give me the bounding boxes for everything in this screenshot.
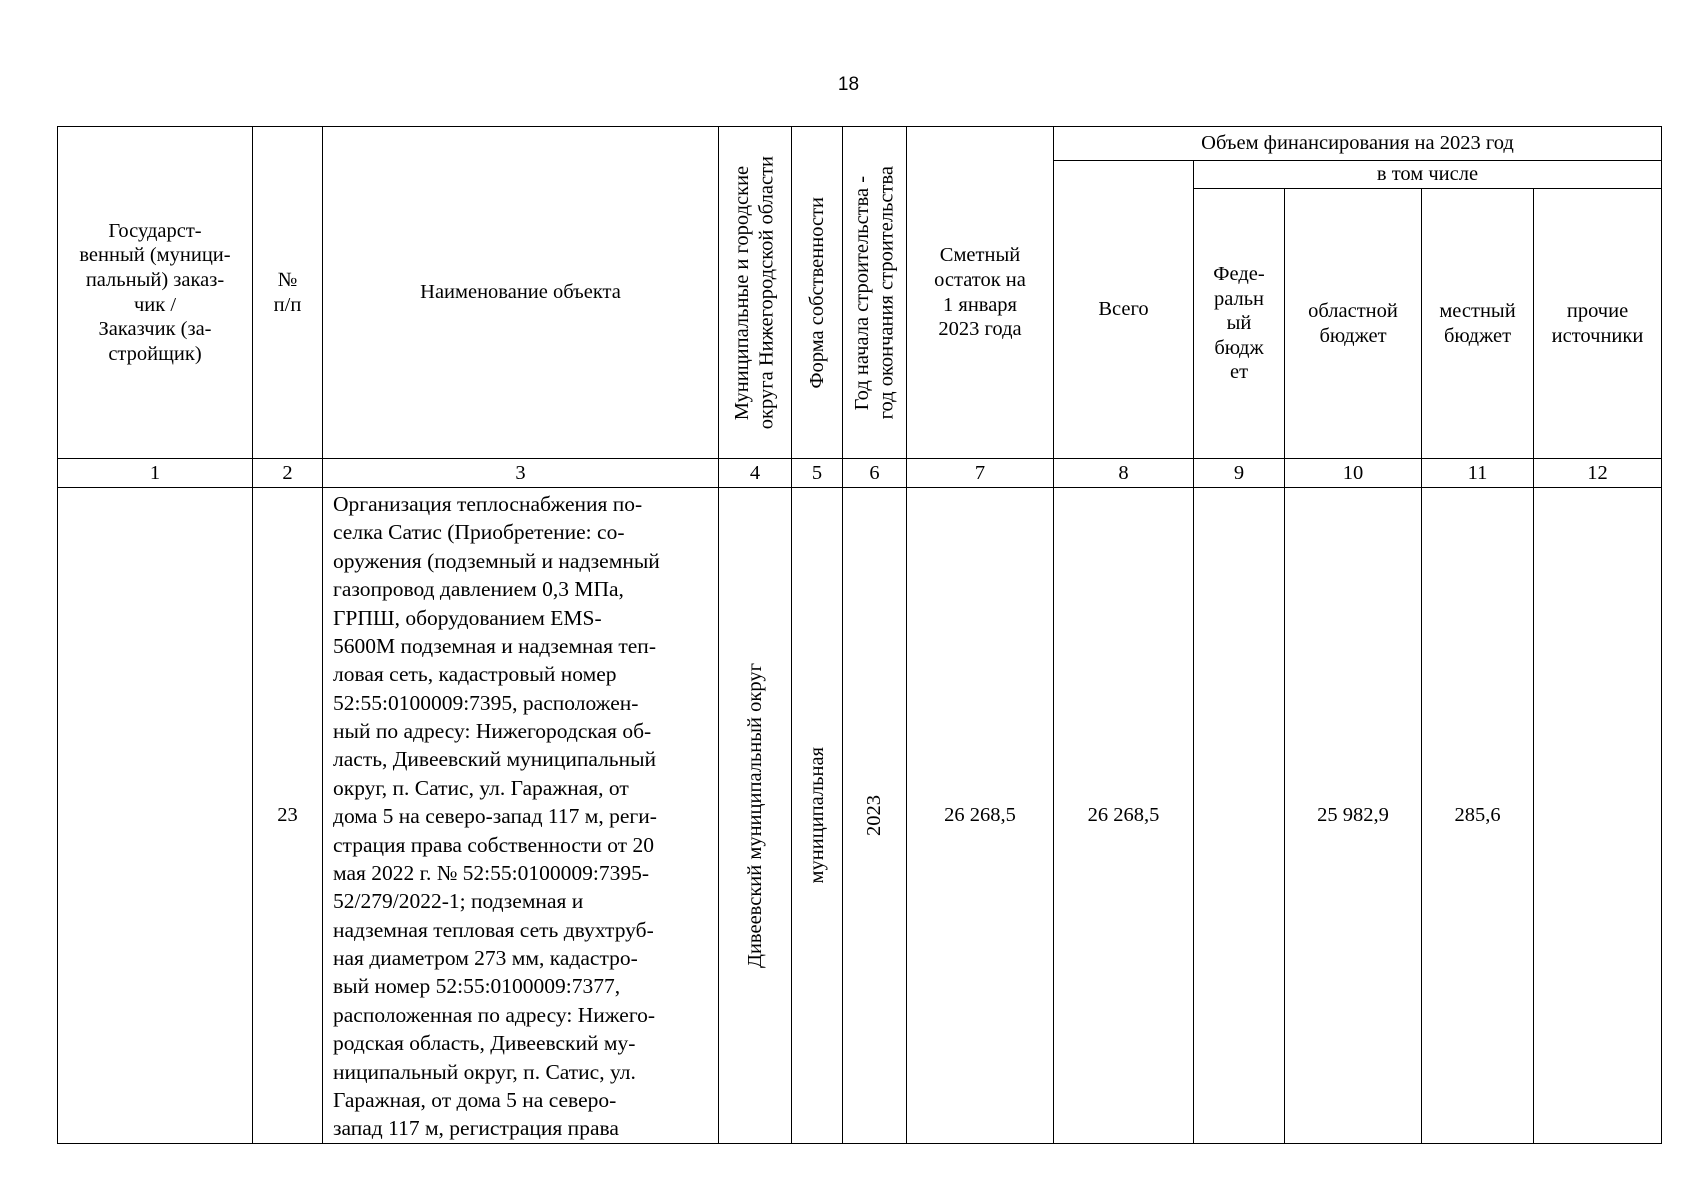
header-other-sources: прочие источники xyxy=(1534,189,1662,459)
header-local-budget: местный бюджет xyxy=(1422,189,1534,459)
cell-total: 26 268,5 xyxy=(1054,488,1194,1144)
header-ownership: Форма собственности xyxy=(792,127,843,459)
column-number: 7 xyxy=(907,459,1054,488)
cell-other-sources xyxy=(1534,488,1662,1144)
cell-federal-budget xyxy=(1194,488,1285,1144)
column-number: 11 xyxy=(1422,459,1534,488)
cell-estimate-remainder: 26 268,5 xyxy=(907,488,1054,1144)
cell-local-budget: 285,6 xyxy=(1422,488,1534,1144)
column-number: 1 xyxy=(58,459,253,488)
cell-years: 2023 xyxy=(843,488,907,1144)
column-number: 12 xyxy=(1534,459,1662,488)
column-number: 4 xyxy=(719,459,792,488)
column-number-row xyxy=(58,459,1662,488)
header-funding-group: Объем финансирования на 2023 год xyxy=(1054,127,1662,161)
table-row xyxy=(58,488,1662,1144)
header-district: Муниципальные и городские округа Нижегородской области xyxy=(719,127,792,459)
header-customer: Государст- венный (муници- пальный) заказ- чик / Заказчик (за- стройщик) xyxy=(58,127,253,459)
column-number: 10 xyxy=(1285,459,1422,488)
cell-district: Дивеевский муниципальный округ xyxy=(719,488,792,1144)
header-federal-budget: Феде- ральн ый бюдж ет xyxy=(1194,189,1285,459)
header-number: № п/п xyxy=(253,127,323,459)
header-total: Всего xyxy=(1054,161,1194,459)
header-years: Год начала строительства - год окончания строительства xyxy=(843,127,907,459)
financing-table xyxy=(57,126,1662,1144)
header-including: в том числе xyxy=(1194,161,1662,189)
header-object-name: Наименование объекта xyxy=(323,127,719,459)
cell-object-name: Организация теплоснабжения по- селка Сатис (Приобретение: со- оружения (подземный и надземный газопровод давлением 0,3 МПа, ГРПШ, оборудованием EMS- 5600M подземная и надземная теп- ловая сеть, кадастровый номер 52:55:0100009:7395, расположен- ный по адресу: Нижегородская об- ласть, Дивеевский муниципальный округ, п. Сатис, ул. Гаражная, от дома 5 на северо-запад 117 м, реги- страция права собственности от 20 мая 2022 г. № 52:55:0100009:7395- 52/279/2022-1; подземная и надземная тепловая сеть двухтруб- ная диаметром 273 мм, кадастро- вый номер 52:55:0100009:7377, расположенная по адресу: Нижего- родская область, Дивеевский му- ниципальный округ, п. Сатис, ул. Гаражная, от дома 5 на северо- запад 117 м, регистрация права xyxy=(323,488,719,1144)
page-number: 18 xyxy=(837,74,860,95)
column-number: 6 xyxy=(843,459,907,488)
header-regional-budget: областной бюджет xyxy=(1285,189,1422,459)
column-number: 3 xyxy=(323,459,719,488)
column-number: 2 xyxy=(253,459,323,488)
header-estimate-remainder: Сметный остаток на 1 января 2023 года xyxy=(907,127,1054,459)
cell-customer xyxy=(58,488,253,1144)
column-number: 9 xyxy=(1194,459,1285,488)
cell-number: 23 xyxy=(253,488,323,1144)
column-number: 8 xyxy=(1054,459,1194,488)
cell-regional-budget: 25 982,9 xyxy=(1285,488,1422,1144)
column-number: 5 xyxy=(792,459,843,488)
cell-ownership: муниципальная xyxy=(792,488,843,1144)
